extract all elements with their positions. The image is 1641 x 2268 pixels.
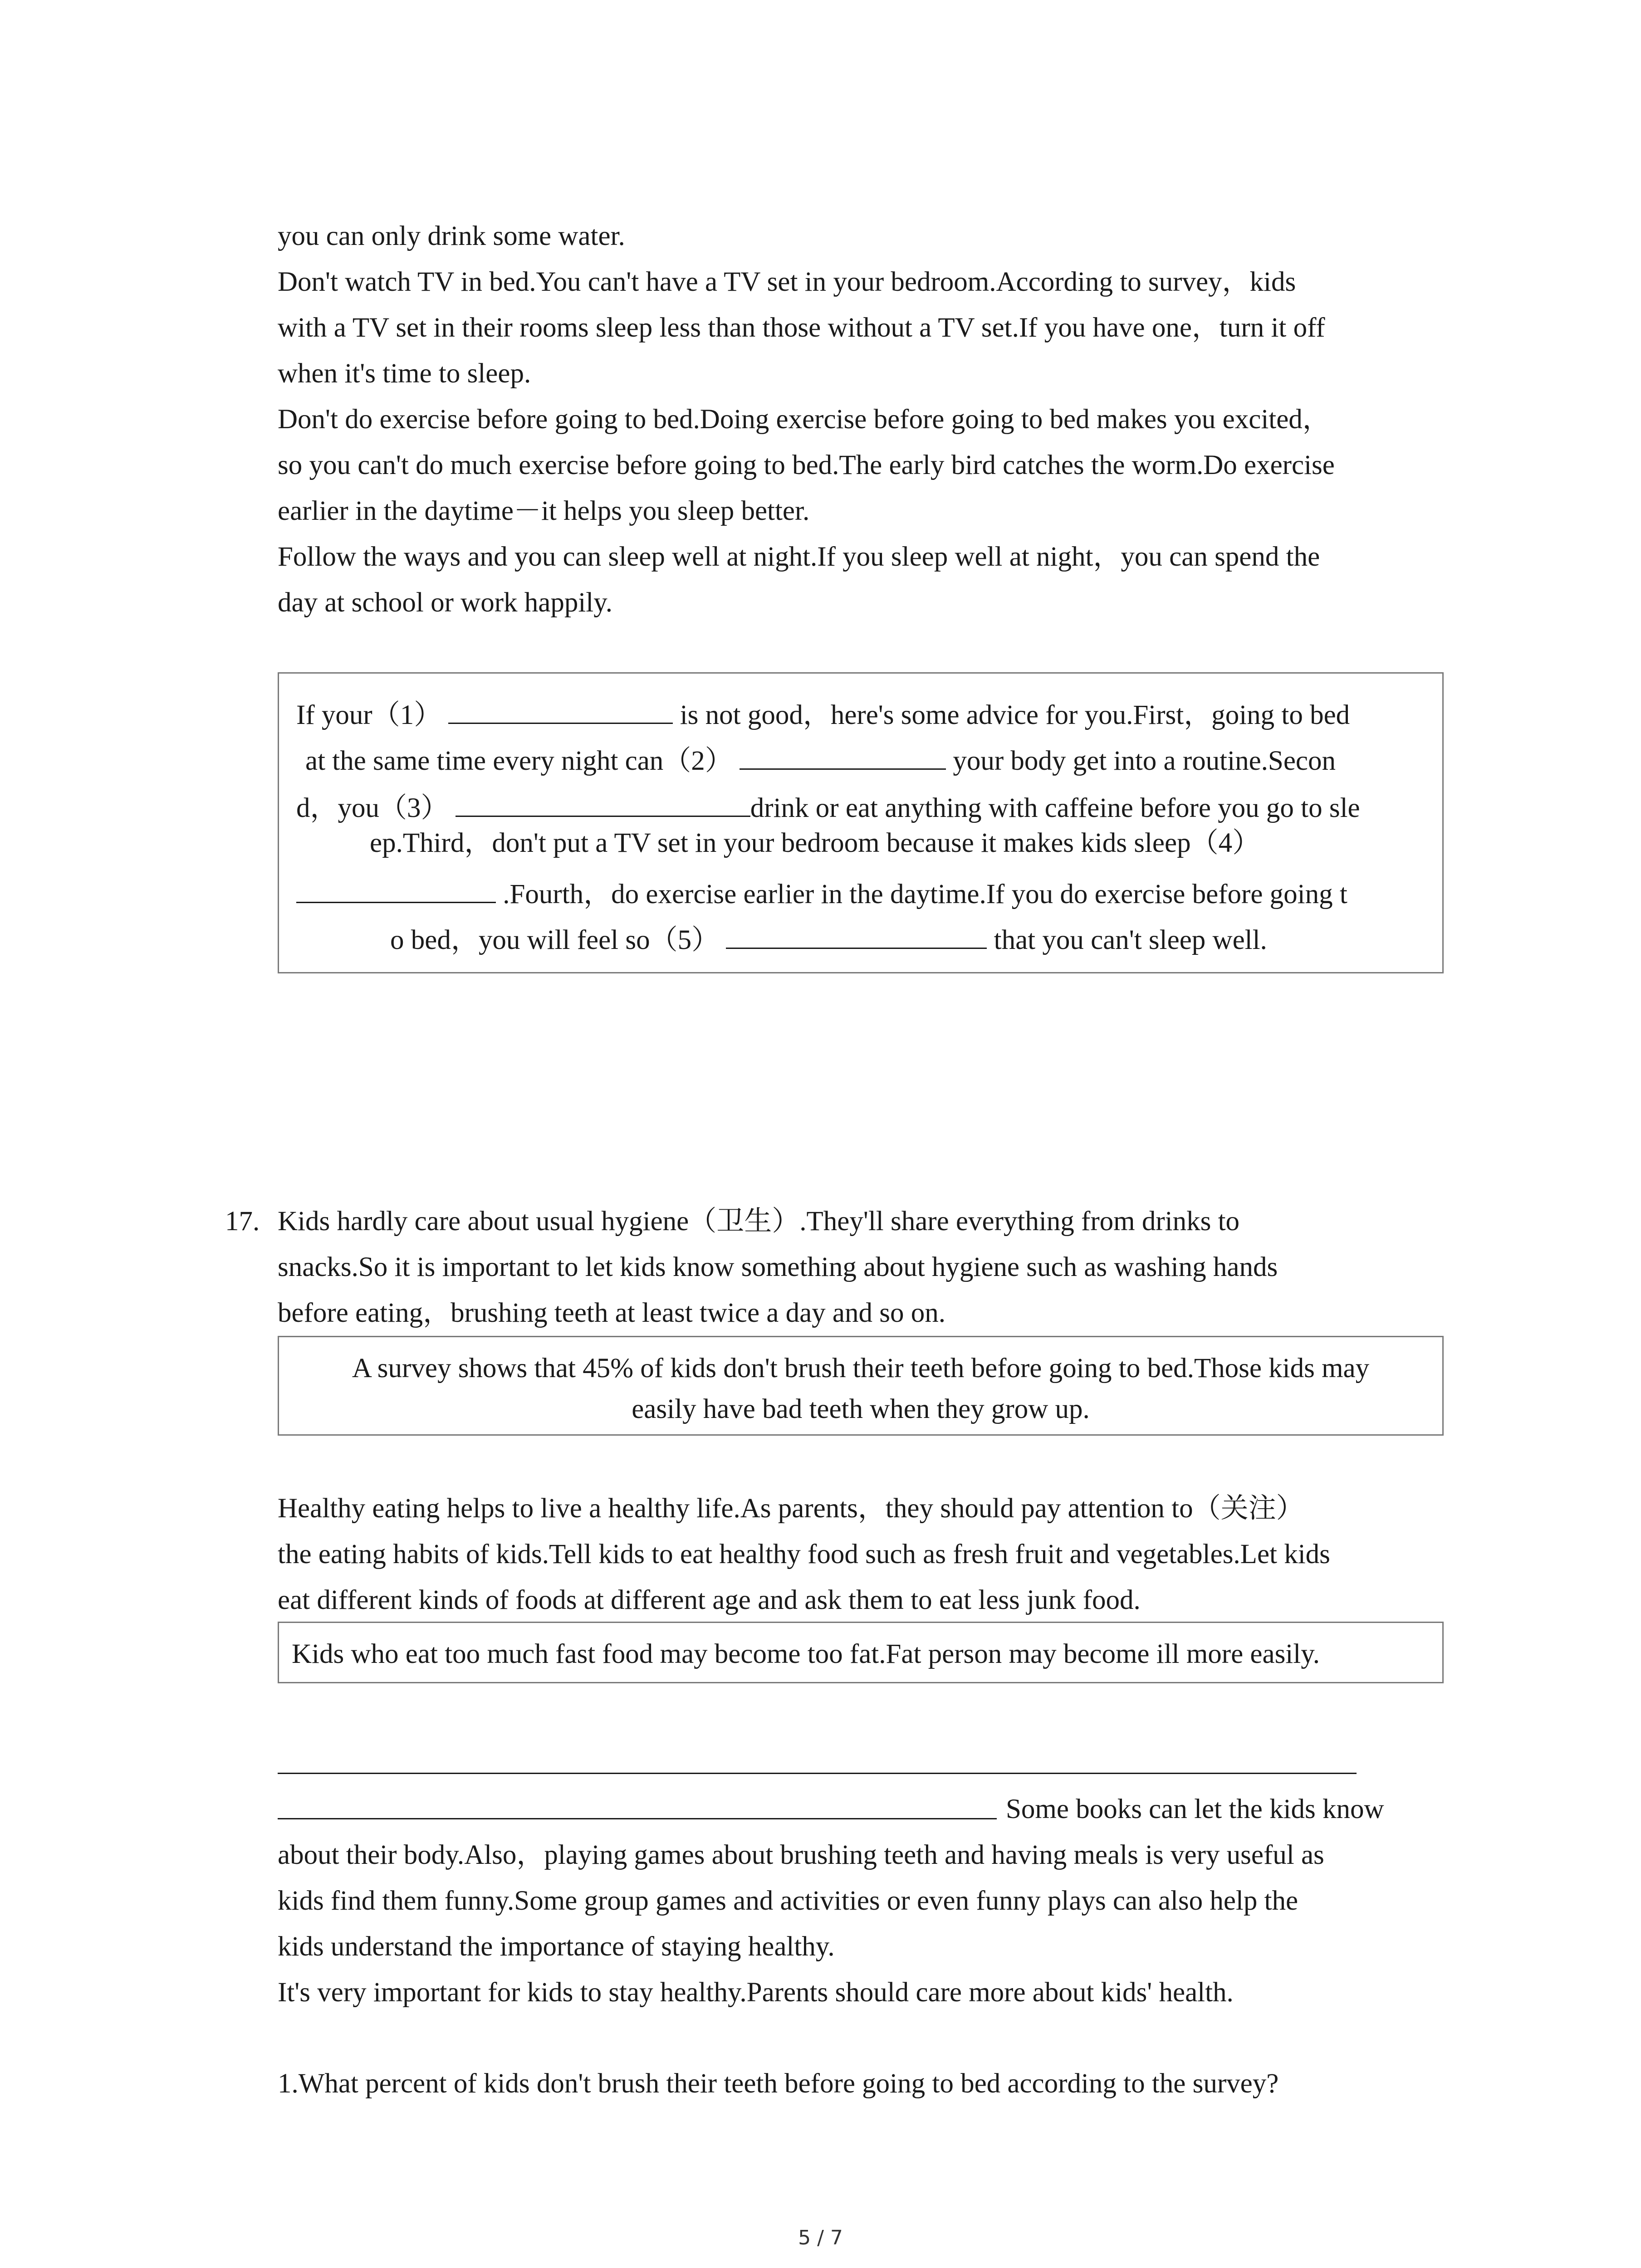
passage-line: when it's time to sleep. <box>278 358 531 389</box>
fast-food-box <box>278 1622 1444 1683</box>
summary-line-5: .Fourth，do exercise earlier in the daytime.If you do exercise before going t <box>296 875 1347 908</box>
passage-line: Don't watch TV in bed.You can't have a TV set in your bedroom.According to survey，kids <box>278 267 1296 297</box>
survey-box-line: easily have bad teeth when they grow up. <box>632 1394 1090 1424</box>
summary-line-6: o bed，you will feel so（5） that you can't sleep well. <box>390 921 1267 954</box>
q17-para2-line: Healthy eating helps to live a healthy life.As parents，they should pay attention to（关注） <box>278 1493 1304 1524</box>
passage-line: Don't do exercise before going to bed.Doing exercise before going to bed makes you excited， <box>278 404 1330 435</box>
q17-para3-line: Some books can let the kids know <box>1006 1794 1384 1824</box>
q17-intro-line: Kids hardly care about usual hygiene（卫生）.They'll share everything from drinks to <box>278 1206 1240 1237</box>
q17-para2-line: eat different kinds of foods at different age and ask them to eat less junk food. <box>278 1585 1141 1615</box>
passage-line: you can only drink some water. <box>278 221 625 251</box>
fast-food-box-line: Kids who eat too much fast food may become too fat.Fat person may become ill more easily. <box>292 1639 1320 1669</box>
q17-para3-line: kids find them funny.Some group games and activities or even funny plays can also help the <box>278 1886 1298 1916</box>
survey-box-line: A survey shows that 45% of kids don't brush their teeth before going to bed.Those kids may <box>352 1353 1370 1383</box>
passage-line: Follow the ways and you can sleep well at night.If you sleep well at night，you can spend the <box>278 542 1320 572</box>
q17-para3-line: It's very important for kids to stay healthy.Parents should care more about kids' health. <box>278 1977 1234 2008</box>
q17-para2-line: the eating habits of kids.Tell kids to eat healthy food such as fresh fruit and vegetables.Let kids <box>278 1539 1330 1569</box>
q17-intro-line: before eating，brushing teeth at least twice a day and so on. <box>278 1298 945 1328</box>
summary-line-2: at the same time every night can（2） your body get into a routine.Secon <box>305 742 1336 775</box>
q17-intro-line: snacks.So it is important to let kids know something about hygiene such as washing hands <box>278 1252 1278 1282</box>
answer-blank-3[interactable] <box>456 789 750 817</box>
summary-line-3: d，you（3） drink or eat anything with caffeine before you go to sle <box>296 789 1360 822</box>
passage-line: so you can't do much exercise before going to bed.The early bird catches the worm.Do exercise <box>278 450 1335 480</box>
passage-line: day at school or work happily. <box>278 587 613 618</box>
question-number: 17. <box>225 1206 260 1237</box>
answer-line-1[interactable] <box>278 1773 1357 1774</box>
summary-line-1: If your（1） is not good，here's some advice for you.First，going to bed <box>296 696 1350 729</box>
page-number: 5 / 7 <box>798 2226 843 2249</box>
answer-blank-4[interactable] <box>296 875 496 903</box>
passage-line: with a TV set in their rooms sleep less than those without a TV set.If you have one，turn it off <box>278 313 1325 343</box>
answer-line-2[interactable] <box>278 1818 997 1819</box>
q17-question-1: 1.What percent of kids don't brush their teeth before going to bed according to the survey? <box>278 2068 1279 2099</box>
answer-blank-5[interactable] <box>726 921 987 949</box>
passage-line: earlier in the daytime－it helps you sleep better. <box>278 496 810 526</box>
q17-para3-line: kids understand the importance of staying healthy. <box>278 1931 835 1962</box>
survey-box <box>278 1336 1444 1436</box>
answer-blank-2[interactable] <box>740 742 946 770</box>
summary-line-4: ep.Third，don't put a TV set in your bedroom because it makes kids sleep（4） <box>370 828 1260 858</box>
answer-blank-1[interactable] <box>448 696 673 724</box>
q17-para3-line: about their body.Also，playing games about brushing teeth and having meals is very useful as <box>278 1840 1324 1870</box>
summary-box <box>278 672 1444 973</box>
